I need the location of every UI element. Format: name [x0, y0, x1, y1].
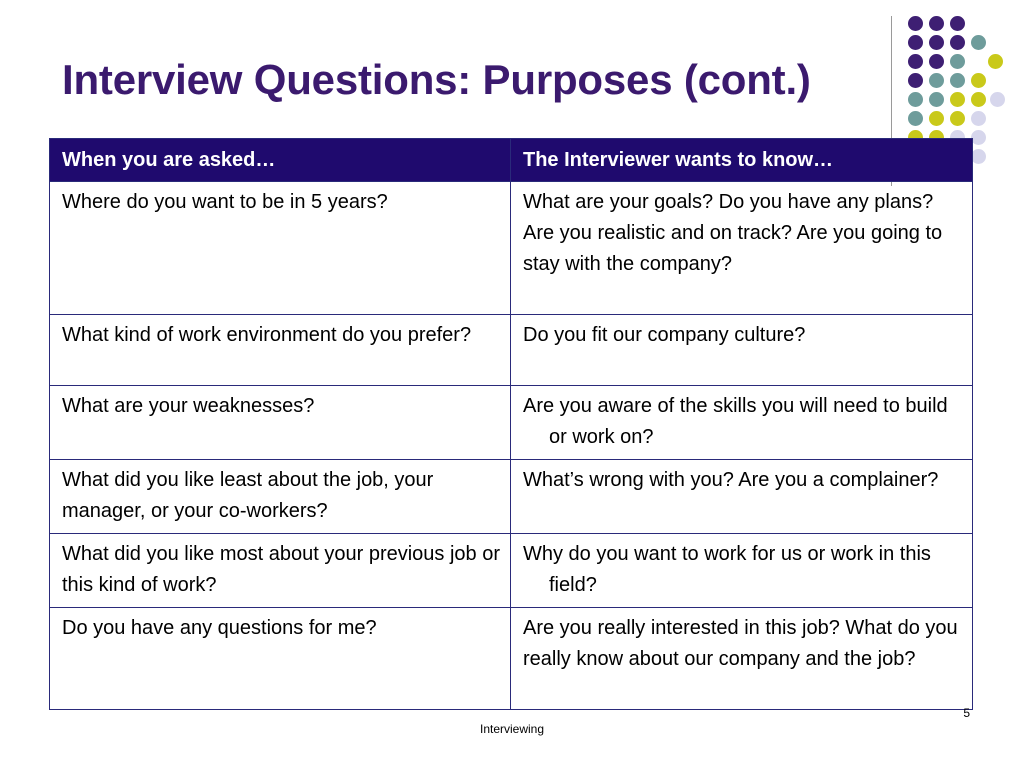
- question-cell: What did you like least about the job, your manager, or your co-workers?: [50, 460, 511, 534]
- purpose-cell: What are your goals? Do you have any plans? Are you realistic and on track? Are you going to stay with the company?: [511, 182, 973, 315]
- lime-dot: [971, 73, 986, 88]
- purple-dot: [908, 73, 923, 88]
- teal-dot: [929, 73, 944, 88]
- lavender-dot: [971, 111, 986, 126]
- table-row: [50, 460, 973, 534]
- table-row: [50, 182, 973, 315]
- purple-dot: [908, 54, 923, 69]
- lavender-dot: [990, 92, 1005, 107]
- lavender-dot: [971, 130, 986, 145]
- teal-dot: [950, 54, 965, 69]
- question-cell: What kind of work environment do you prefer?: [50, 315, 511, 386]
- teal-dot: [908, 111, 923, 126]
- lime-dot: [950, 92, 965, 107]
- purpose-cell: Are you really interested in this job? What do you really know about our company and the job?: [511, 608, 973, 710]
- teal-dot: [929, 92, 944, 107]
- purple-dot: [950, 16, 965, 31]
- purpose-cell: Why do you want to work for us or work in this field?: [511, 534, 973, 608]
- lime-dot: [929, 111, 944, 126]
- table-row: [50, 534, 973, 608]
- purple-dot: [929, 54, 944, 69]
- question-cell: What are your weaknesses?: [50, 386, 511, 460]
- page-number: 5: [963, 706, 970, 720]
- questions-table: [49, 138, 973, 710]
- teal-dot: [908, 92, 923, 107]
- question-cell: Where do you want to be in 5 years?: [50, 182, 511, 315]
- purple-dot: [950, 35, 965, 50]
- lime-dot: [971, 92, 986, 107]
- teal-dot: [971, 35, 986, 50]
- purpose-cell: Are you aware of the skills you will need to build or work on?: [511, 386, 973, 460]
- column-header-asked: When you are asked…: [50, 139, 511, 182]
- column-header-wants-to-know: The Interviewer wants to know…: [511, 139, 973, 182]
- footer-text: Interviewing: [479, 722, 545, 736]
- question-cell: What did you like most about your previous job or this kind of work?: [50, 534, 511, 608]
- lime-dot: [950, 111, 965, 126]
- question-cell: Do you have any questions for me?: [50, 608, 511, 710]
- table-header-row: [50, 139, 973, 182]
- purple-dot: [908, 16, 923, 31]
- purpose-cell: What’s wrong with you? Are you a complainer?: [511, 460, 973, 534]
- table-row: [50, 608, 973, 710]
- teal-dot: [950, 73, 965, 88]
- purple-dot: [908, 35, 923, 50]
- purple-dot: [929, 35, 944, 50]
- slide-title: Interview Questions: Purposes (cont.): [62, 56, 811, 103]
- lime-dot: [988, 54, 1003, 69]
- purple-dot: [929, 16, 944, 31]
- lavender-dot: [971, 149, 986, 164]
- table-row: [50, 386, 973, 460]
- purpose-cell: Do you fit our company culture?: [511, 315, 973, 386]
- table-row: [50, 315, 973, 386]
